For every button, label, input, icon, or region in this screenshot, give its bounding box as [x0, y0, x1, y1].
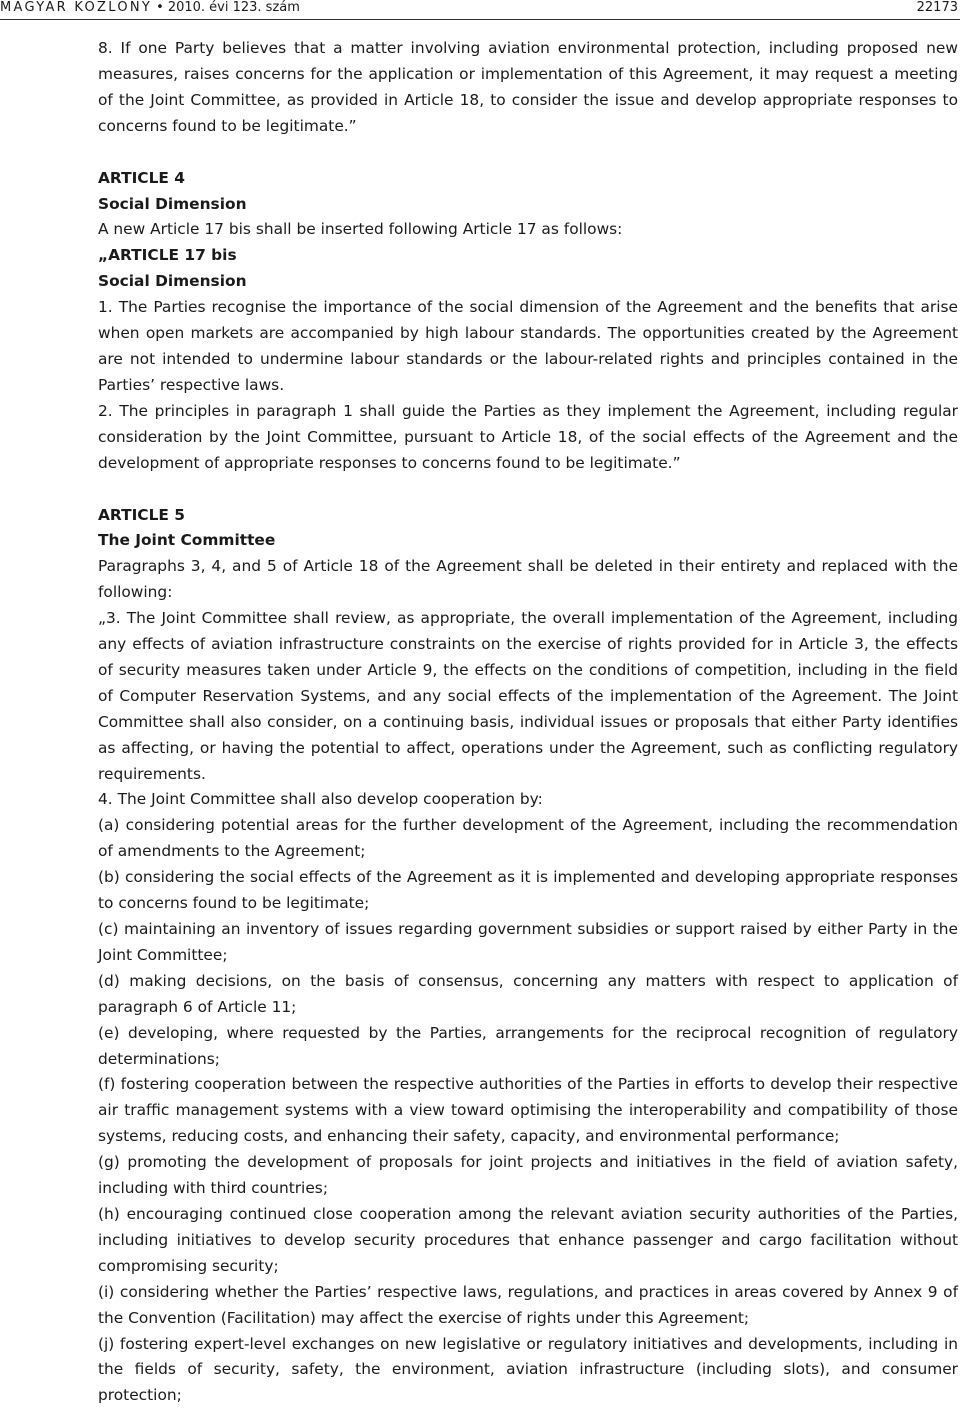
spacer	[98, 140, 958, 166]
issue-info: 2010. évi 123. szám	[168, 0, 300, 15]
article-5-title: ARTICLE 5	[98, 503, 958, 529]
list-item-h: (h) encouraging continued close cooperation among the relevant aviation security authorities of the Parties, including initiatives to develop security procedures that enhance passenger and cargo facilitation without compromising security;	[98, 1202, 958, 1280]
article-4-subtitle: Social Dimension	[98, 192, 958, 218]
bullet-separator: •	[156, 0, 164, 15]
article-5-subtitle: The Joint Committee	[98, 528, 958, 554]
document-body	[98, 36, 958, 1409]
article-4-title: ARTICLE 4	[98, 166, 958, 192]
running-header	[0, 0, 960, 18]
article-17bis-paragraph-2: 2. The principles in paragraph 1 shall guide the Parties as they implement the Agreement, including regular consideration by the Joint Committee, pursuant to Article 18, of the social effects of the Agreement and the development of appropriate responses to concerns found to be legitimate.”	[98, 399, 958, 477]
paragraph-8: 8. If one Party believes that a matter involving aviation environmental protection, including proposed new measures, raises concerns for the application or implementation of this Agreement, it may request a meeting of the Joint Committee, as provided in Article 18, to consider the issue and develop appropriate responses to concerns found to be legitimate.”	[98, 36, 958, 140]
article-18-paragraph-3: „3. The Joint Committee shall review, as appropriate, the overall implementation of the Agreement, including any effects of aviation infrastructure constraints on the exercise of rights provided for in Article 3, the effects of security measures taken under Article 9, the effects on the conditions of competition, including in the field of Computer Reservation Systems, and any social effects of the implementation of the Agreement. The Joint Committee shall also consider, on a continuing basis, individual issues or proposals that either Party identifies as affecting, or having the potential to affect, operations under the Agreement, such as conflicting regulatory requirements.	[98, 606, 958, 787]
list-item-c: (c) maintaining an inventory of issues regarding government subsidies or support raised by either Party in the Joint Committee;	[98, 917, 958, 969]
list-item-e: (e) developing, where requested by the Parties, arrangements for the reciprocal recognition of regulatory determinations;	[98, 1021, 958, 1073]
article-17bis-title: „ARTICLE 17 bis	[98, 243, 958, 269]
header-divider	[0, 19, 960, 20]
list-item-d: (d) making decisions, on the basis of consensus, concerning any matters with respect to application of paragraph 6 of Article 11;	[98, 969, 958, 1021]
list-item-f: (f) fostering cooperation between the respective authorities of the Parties in efforts to develop their respective air traffic management systems with a view toward optimising the interoperability and compatibility of those systems, reducing costs, and enhancing their safety, capacity, and environmental performance;	[98, 1072, 958, 1150]
list-item-b: (b) considering the social effects of the Agreement as it is implemented and developing appropriate responses to concerns found to be legitimate;	[98, 865, 958, 917]
list-item-i: (i) considering whether the Parties’ respective laws, regulations, and practices in areas covered by Annex 9 of the Convention (Facilitation) may affect the exercise of rights under this Agreement;	[98, 1280, 958, 1332]
list-item-j: (j) fostering expert-level exchanges on new legislative or regulatory initiatives and developments, including in the fields of security, safety, the environment, aviation infrastructure (including slots), and consumer protection;	[98, 1332, 958, 1409]
article-18-paragraph-4: 4. The Joint Committee shall also develop cooperation by:	[98, 787, 958, 813]
page-number: 22173	[917, 1, 958, 15]
list-item-a: (a) considering potential areas for the further development of the Agreement, including the recommendation of amendments to the Agreement;	[98, 813, 958, 865]
article-5-intro: Paragraphs 3, 4, and 5 of Article 18 of the Agreement shall be deleted in their entirety and replaced with the following:	[98, 554, 958, 606]
spacer	[98, 477, 958, 503]
journal-name: MAGYAR KÖZLÖNY	[0, 0, 152, 15]
article-4-intro: A new Article 17 bis shall be inserted following Article 17 as follows:	[98, 217, 958, 243]
article-17bis-subtitle: Social Dimension	[98, 269, 958, 295]
header-left	[0, 1, 300, 15]
list-item-g: (g) promoting the development of proposals for joint projects and initiatives in the field of aviation safety, including with third countries;	[98, 1150, 958, 1202]
article-17bis-paragraph-1: 1. The Parties recognise the importance of the social dimension of the Agreement and the benefits that arise when open markets are accompanied by high labour standards. The opportunities created by the Agreement are not intended to undermine labour standards or the labour-related rights and principles contained in the Parties’ respective laws.	[98, 295, 958, 399]
